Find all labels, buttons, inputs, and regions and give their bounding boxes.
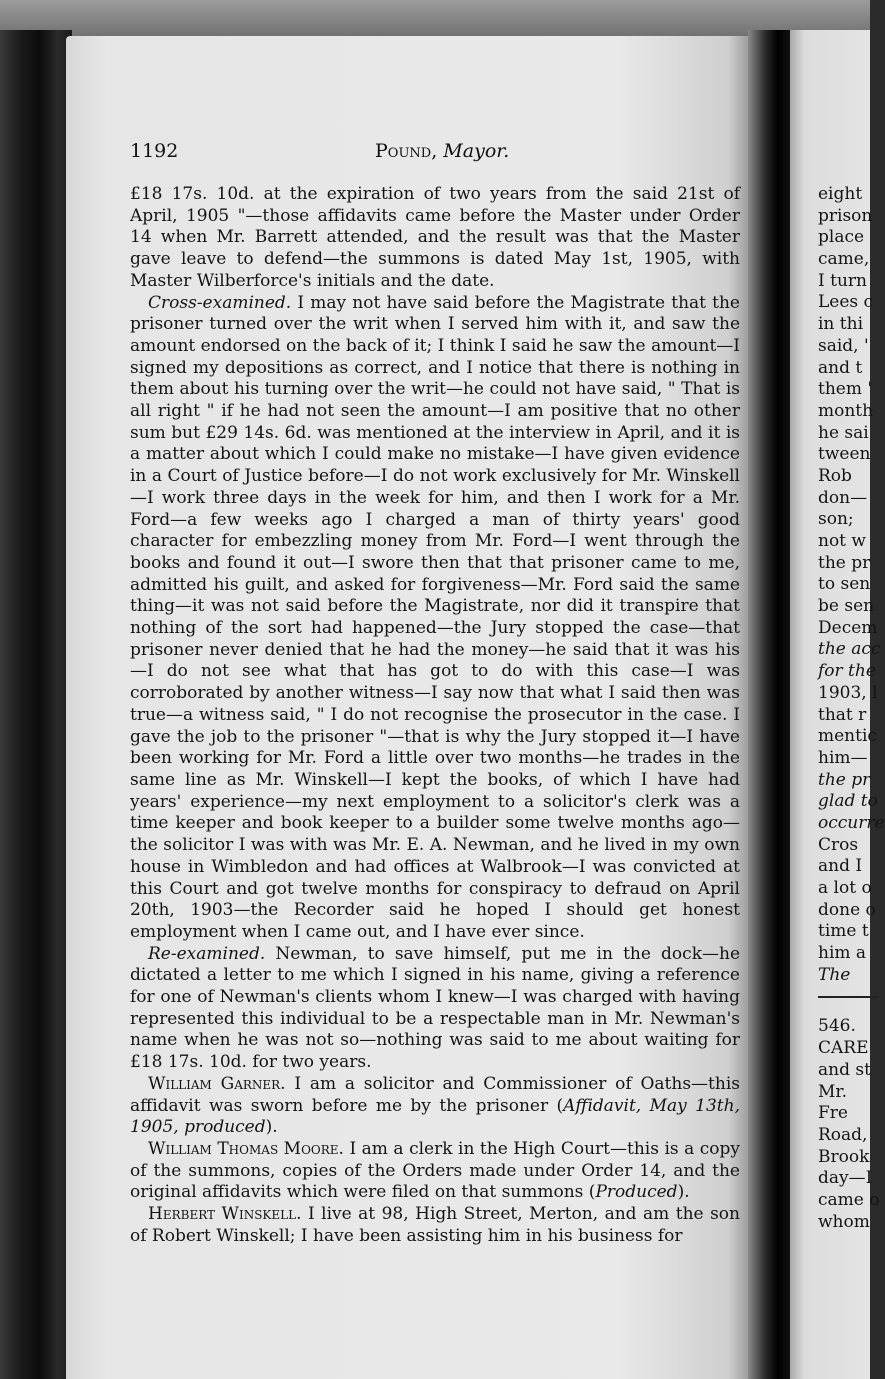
facing-page-line: the acc xyxy=(818,639,881,660)
facing-page-line: day—I xyxy=(818,1168,873,1189)
page-header xyxy=(130,140,730,170)
scanner-background xyxy=(0,0,870,40)
facing-page-line: a lot o xyxy=(818,878,872,898)
facing-page-line: to sen xyxy=(818,574,871,595)
running-head-name: Pound, xyxy=(375,140,438,162)
facing-page-line: and st xyxy=(818,1059,871,1080)
facing-page-line: and t xyxy=(818,357,863,378)
page-body xyxy=(130,184,740,1247)
garner-testimony: I am a solicitor and Commissioner of Oaths—this affidavit was sworn before me by the prisoner ( xyxy=(130,1073,740,1116)
book-spine-edge xyxy=(0,30,72,1379)
facing-page-line: for the xyxy=(818,661,876,682)
facing-page-line: CARE xyxy=(818,1038,869,1059)
garner-exhibit: Affidavit, May 13th, 1905, produced xyxy=(130,1095,740,1138)
winskell-testimony: I live at 98, High Street, Merton, and am the son of Robert Winskell; I have been assisting him in his business for xyxy=(130,1204,740,1246)
running-head xyxy=(375,140,509,162)
re-examined-label: Re-examined. xyxy=(148,943,266,964)
facing-page-line: Cros xyxy=(818,834,859,855)
facing-page-line: glad to xyxy=(818,791,878,812)
facing-page-line: them ' xyxy=(818,379,873,400)
garner-end: ). xyxy=(265,1117,278,1138)
facing-page-line: eight xyxy=(818,184,863,204)
facing-page-line: Decem xyxy=(818,617,878,638)
facing-page-line: that r xyxy=(818,704,867,725)
facing-page-line: him a xyxy=(818,943,867,964)
facing-page-line: son; xyxy=(818,509,854,530)
facing-page-line: month xyxy=(818,400,874,421)
facing-page-line: not w xyxy=(818,531,866,551)
paragraph-witness-garner xyxy=(130,1074,740,1139)
facing-page-line: Lees c xyxy=(818,292,874,313)
cross-examined-label: Cross-examined. xyxy=(148,292,292,313)
facing-page-line: Rob xyxy=(818,465,852,486)
facing-page-line: Road, xyxy=(818,1124,868,1145)
cross-examination-text: I may not have said before the Magistrate that the prisoner turned over the writ when I served him with it, and saw the amount endorsed on the back of it; I think I said he saw the amount—I signed my depositions as correct, and I notice that there is nothing in them about his turning over the writ—he could not have said, " That is all right " if he had not seen the amount—I am positive that no other sum but £29 14s. 6d. was mentioned at the interview in April, and it is a matter about which I could make no mistake—I have given evidence in a Court of Justice before—I do not work exclusively for Mr. Winskell—I work three days in the week for him, and then I work for a Mr. Ford—a few weeks ago I charged a man of thirty years' good character for embezzling money from Mr. Ford—I went through the books and found it out—I swore then that that prisoner came to me, admitted his guilt, and asked for forgiveness—Mr. Ford said the same thing—it was not said before the Magistrate, nor did it transpire that nothing of the sort had happened—the Jury stopped the case—that prisoner never denied that he had the money—he said that it was his—I do not see what that has got to do with this case—I was corroborated by another witness—I say now that what I said then was true—a witness said, " I do not recognise the prosecutor in the case. I gave the job to the prisoner "—that is why the Jury stopped it—I have been working for Mr. Ford a little over two months—he trades in the same line as Mr. Winskell—I kept the books, of which I have had years' experience—my next employment to a solicitor's clerk was a time keeper and book keeper to a builder some twelve months ago—the solicitor I was with was Mr. E. A. Newman, and he lived in my own house in Wimbledon and had offices at Walbrook—I was convicted at this Court and got twelve months for conspiracy to defraud on April 20th, 1903—the Recorder said he hoped I should get honest employment when I came out, and I have ever since. xyxy=(130,292,740,942)
witness-name-moore: William Thomas Moore. xyxy=(148,1138,344,1159)
moore-exhibit: Produced xyxy=(595,1182,678,1203)
facing-page-line: Mr. xyxy=(818,1081,848,1102)
page-number: 1192 xyxy=(130,140,179,162)
moore-testimony: I am a clerk in the High Court—this is a copy of the summons, copies of the Orders made under Order 14, and the original affidavits which were filed on that summons ( xyxy=(130,1138,740,1203)
facing-page-line: whom xyxy=(818,1211,870,1232)
facing-page-line: be sen xyxy=(818,596,875,617)
facing-page-line: I turn xyxy=(818,270,867,291)
running-head-title: Mayor. xyxy=(443,140,510,162)
facing-page-line: Brook xyxy=(818,1146,870,1167)
facing-page-line: 1903, l xyxy=(818,682,878,703)
facing-page-line: done o xyxy=(818,899,876,920)
facing-page-line: tween xyxy=(818,444,871,465)
paragraph-cross-examination xyxy=(130,293,740,944)
facing-page-line: in thi xyxy=(818,314,864,335)
facing-page-line: came o xyxy=(818,1189,880,1210)
facing-page-line: came, xyxy=(818,249,870,270)
moore-end: ). xyxy=(677,1182,690,1203)
witness-name-garner: William Garner. xyxy=(148,1073,286,1094)
paragraph-re-examination xyxy=(130,944,740,1074)
facing-page-line: mentic xyxy=(818,726,877,747)
facing-page-line: time t xyxy=(818,921,869,942)
paragraph-continuation: £18 17s. 10d. at the expiration of two years from the said 21st of April, 1905 "—those affidavits came before the Master under Order 14 when Mr. Barrett attended, and the result was that the Master gave leave to defend—the summons is dated May 1st, 1905, with Master Wilberforce's initials and the date. xyxy=(130,184,740,291)
facing-page-line: occurre xyxy=(818,812,885,833)
paragraph-witness-winskell xyxy=(130,1204,740,1247)
facing-page-line: 546. xyxy=(818,1016,856,1037)
witness-name-winskell: Herbert Winskell. xyxy=(148,1204,302,1225)
facing-page-line: said, ' xyxy=(818,335,869,356)
facing-page-line: prison xyxy=(818,205,873,226)
facing-page-text xyxy=(818,184,885,1233)
paragraph-witness-moore xyxy=(130,1139,740,1204)
facing-page-line: he sai xyxy=(818,422,869,443)
facing-page-line: The xyxy=(818,964,851,985)
facing-page-line: him— xyxy=(818,747,868,768)
facing-page-line: place xyxy=(818,227,865,248)
re-examination-text: Newman, to save himself, put me in the dock—he dictated a letter to me which I signed in his name, giving a reference for one of Newman's clients whom I knew—I was charged with having represented this individual to be a respectable man in Mr. Newman's name when he was not so—nothing was said to me about waiting for £18 17s. 10d. for two years. xyxy=(130,943,740,1073)
facing-page-rule xyxy=(818,996,878,1016)
facing-page-line: the pr xyxy=(818,552,871,573)
facing-page-line: Fre xyxy=(818,1103,848,1124)
facing-page-line: don— xyxy=(818,487,868,508)
facing-page-line: and I xyxy=(818,856,863,877)
facing-page-line: the pr xyxy=(818,769,871,790)
